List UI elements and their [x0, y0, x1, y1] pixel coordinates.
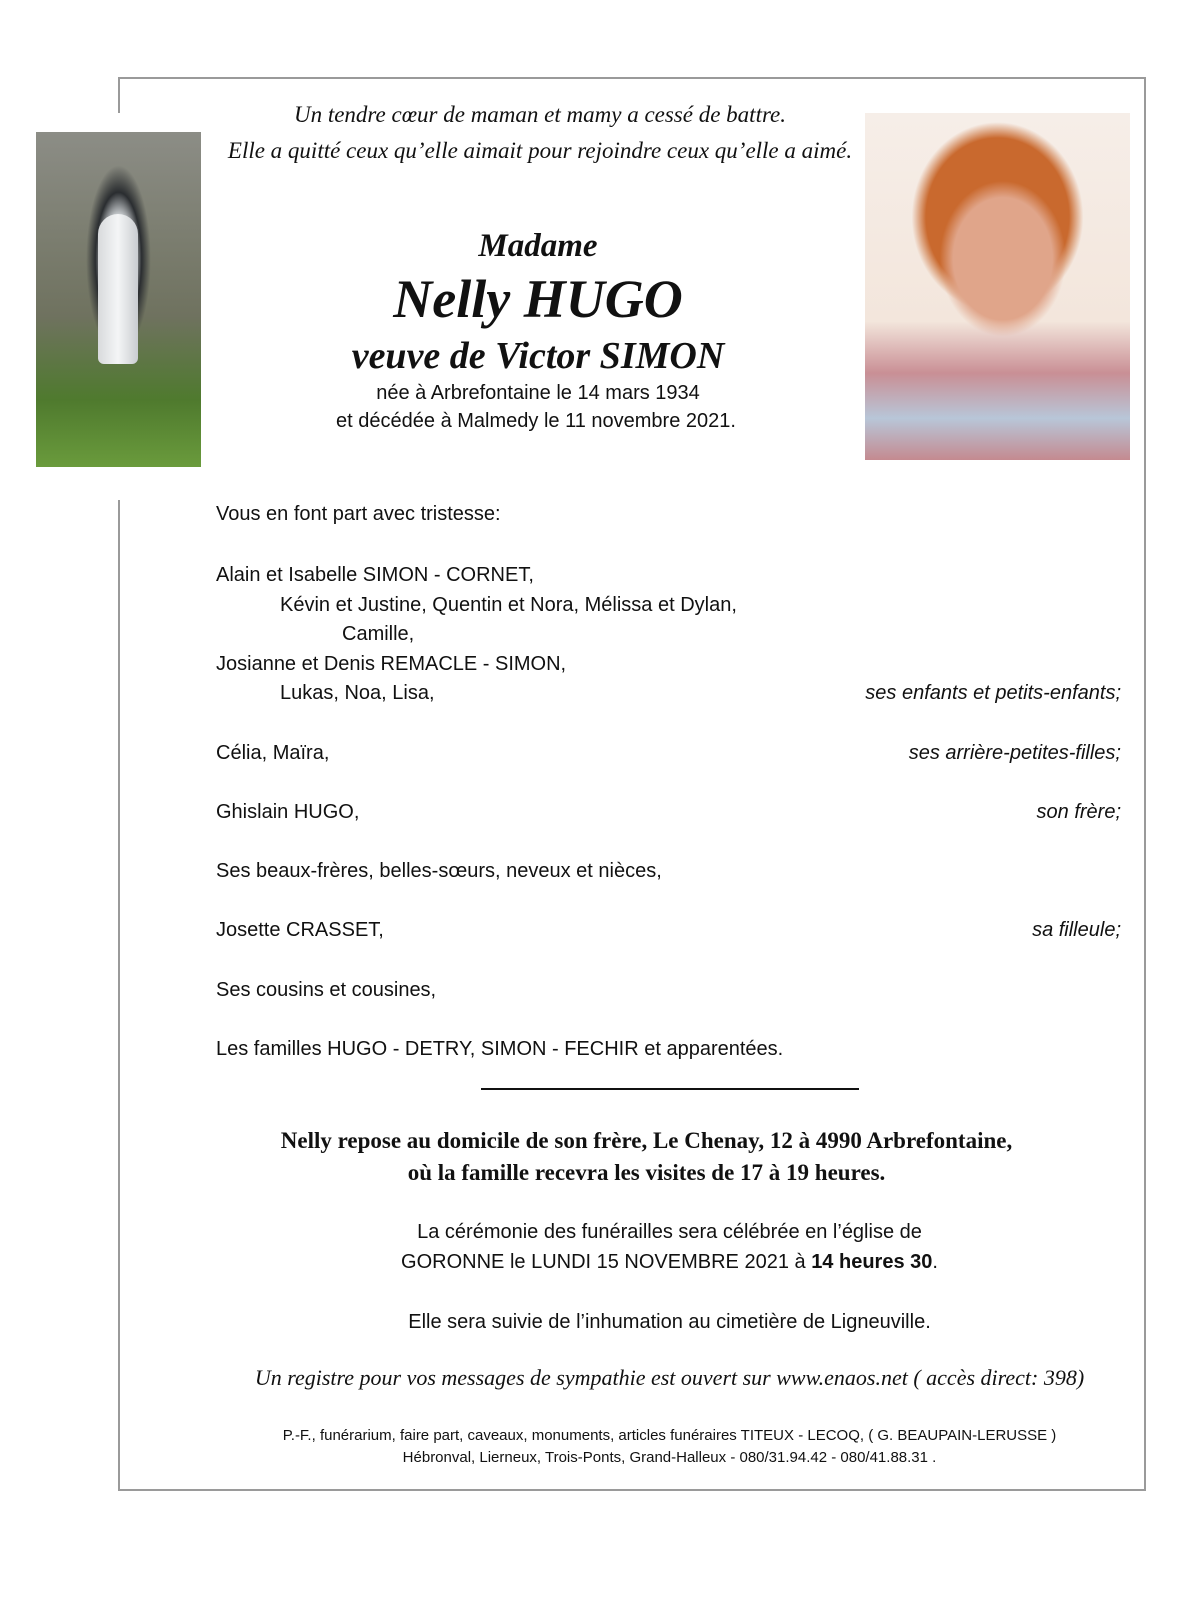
family-line: Camille, — [342, 623, 415, 645]
separator-line — [481, 1088, 859, 1090]
family-relation: sa filleule; — [1032, 919, 1121, 941]
family-line: Ses cousins et cousines, — [216, 979, 437, 1001]
family-line: Josette CRASSET, — [216, 919, 384, 941]
visit-line-1: Nelly repose au domicile de son frère, Le Chenay, 12 à 4990 Arbrefontaine, — [280, 1128, 1013, 1153]
ceremony-time: 14 heures 30 — [811, 1251, 933, 1273]
birth-info: née à Arbrefontaine le 14 mars 1934 — [376, 382, 700, 404]
frame-top — [118, 77, 1146, 79]
deceased-title: Madame — [478, 228, 598, 264]
frame-right — [1144, 77, 1146, 1491]
family-intro: Vous en font part avec tristesse: — [216, 503, 501, 525]
epitaph-line-2: Elle a quitté ceux qu’elle aimait pour rejoindre ceux qu’elle a aimé. — [227, 138, 853, 163]
epitaph-line-1: Un tendre cœur de maman et mamy a cessé de battre. — [293, 102, 787, 127]
family-line: Kévin et Justine, Quentin et Nora, Mélissa et Dylan, — [280, 594, 737, 616]
frame-left-top — [118, 77, 120, 113]
ceremony-date: GORONNE le LUNDI 15 NOVEMBRE 2021 à — [401, 1251, 812, 1273]
footer-line-2: Hébronval, Lierneux, Trois-Ponts, Grand-Halleux - 080/31.94.42 - 080/41.88.31 . — [402, 1449, 937, 1466]
family-line: Ses beaux-frères, belles-sœurs, neveux et nièces, — [216, 860, 662, 882]
widow-of: veuve de Victor SIMON — [351, 335, 725, 377]
portrait-photo — [865, 113, 1130, 460]
grotto-image — [36, 132, 201, 467]
visit-line-2: où la famille recevra les visites de 17 à 19 heures. — [407, 1160, 886, 1185]
ceremony-period: . — [932, 1251, 938, 1273]
family-line: Lukas, Noa, Lisa, — [280, 682, 435, 704]
family-line: Les familles HUGO - DETRY, SIMON - FECHIR et apparentées. — [216, 1038, 784, 1060]
frame-left — [118, 500, 120, 1491]
deceased-name: Nelly HUGO — [393, 269, 683, 329]
family-line: Josianne et Denis REMACLE - SIMON, — [216, 653, 567, 675]
virgin-statue — [98, 214, 138, 364]
family-relation: ses enfants et petits-enfants; — [865, 682, 1121, 704]
ceremony-line-1: La cérémonie des funérailles sera célébrée en l’église de — [417, 1221, 922, 1243]
family-relation: ses arrière-petites-filles; — [908, 742, 1121, 764]
family-line: Ghislain HUGO, — [216, 801, 360, 823]
register-info: Un registre pour vos messages de sympathie est ouvert sur www.enaos.net ( accès direct: 398) — [254, 1365, 1085, 1390]
family-line: Alain et Isabelle SIMON - CORNET, — [216, 564, 534, 586]
family-line: Célia, Maïra, — [216, 742, 330, 764]
ceremony-line-2 — [136, 1251, 1203, 1274]
death-info: et décédée à Malmedy le 11 novembre 2021. — [336, 410, 736, 432]
frame-bottom — [118, 1489, 1146, 1491]
burial-info: Elle sera suivie de l’inhumation au cimetière de Ligneuville. — [408, 1311, 931, 1333]
footer-line-1: P.-F., funérarium, faire part, caveaux, monuments, articles funéraires TITEUX - LECOQ, ( G. BEAUPAIN-LERUSSE ) — [282, 1427, 1057, 1444]
family-relation: son frère; — [1036, 801, 1121, 823]
